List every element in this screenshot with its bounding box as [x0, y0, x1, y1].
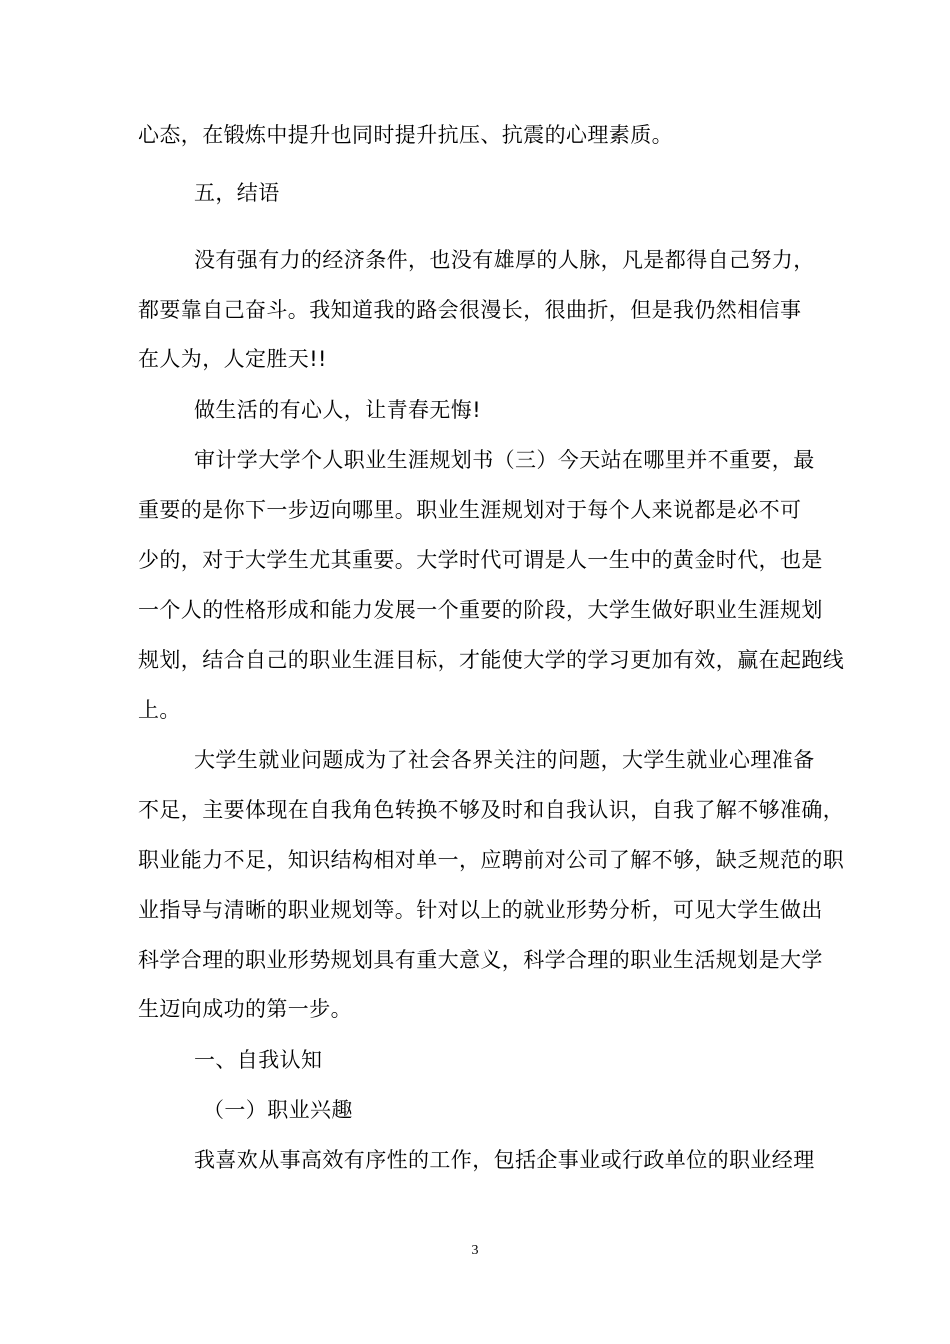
- text-line: 心态，在锻炼中提升也同时提升抗压、抗震的心理素质。: [138, 123, 673, 147]
- text-line: 在人为，人定胜天!!: [138, 347, 327, 371]
- text-line: 做生活的有心人，让青春无悔!: [194, 398, 482, 422]
- text-line: 审计学大学个人职业生涯规划书（三）今天站在哪里并不重要，最: [194, 448, 815, 472]
- text-line: 没有强有力的经济条件，也没有雄厚的人脉，凡是都得自己努力，: [194, 248, 815, 272]
- subsection-heading: （一）职业兴趣: [203, 1098, 353, 1122]
- text-line: 我喜欢从事高效有序性的工作，包括企事业或行政单位的职业经理: [194, 1148, 815, 1172]
- text-line: 职业能力不足，知识结构相对单一，应聘前对公司了解不够，缺乏规范的职: [138, 848, 845, 872]
- text-line: 规划，结合自己的职业生涯目标，才能使大学的学习更加有效，赢在起跑线: [138, 648, 845, 672]
- text-line: 重要的是你下一步迈向哪里。职业生涯规划对于每个人来说都是必不可: [138, 498, 802, 522]
- text-line: 一个人的性格形成和能力发展一个重要的阶段，大学生做好职业生涯规划: [138, 598, 823, 622]
- text-line: 上。: [138, 698, 181, 722]
- text-line: 不足，主要体现在自我角色转换不够及时和自我认识，自我了解不够准确，: [138, 798, 845, 822]
- text-line: 都要靠自己奋斗。我知道我的路会很漫长，很曲折，但是我仍然相信事: [138, 298, 802, 322]
- text-line: 大学生就业问题成为了社会各界关注的问题，大学生就业心理准备: [194, 748, 815, 772]
- page-number: 3: [471, 1243, 479, 1258]
- text-line: 少的，对于大学生尤其重要。大学时代可谓是人一生中的黄金时代，也是: [138, 548, 823, 572]
- text-line: 科学合理的职业形势规划具有重大意义，科学合理的职业生活规划是大学: [138, 948, 823, 972]
- section-heading: 一、自我认知: [194, 1048, 323, 1072]
- text-line: 生迈向成功的第一步。: [138, 997, 352, 1021]
- section-heading: 五，结语: [194, 181, 280, 205]
- text-line: 业指导与清晰的职业规划等。针对以上的就业形势分析，可见大学生做出: [138, 898, 823, 922]
